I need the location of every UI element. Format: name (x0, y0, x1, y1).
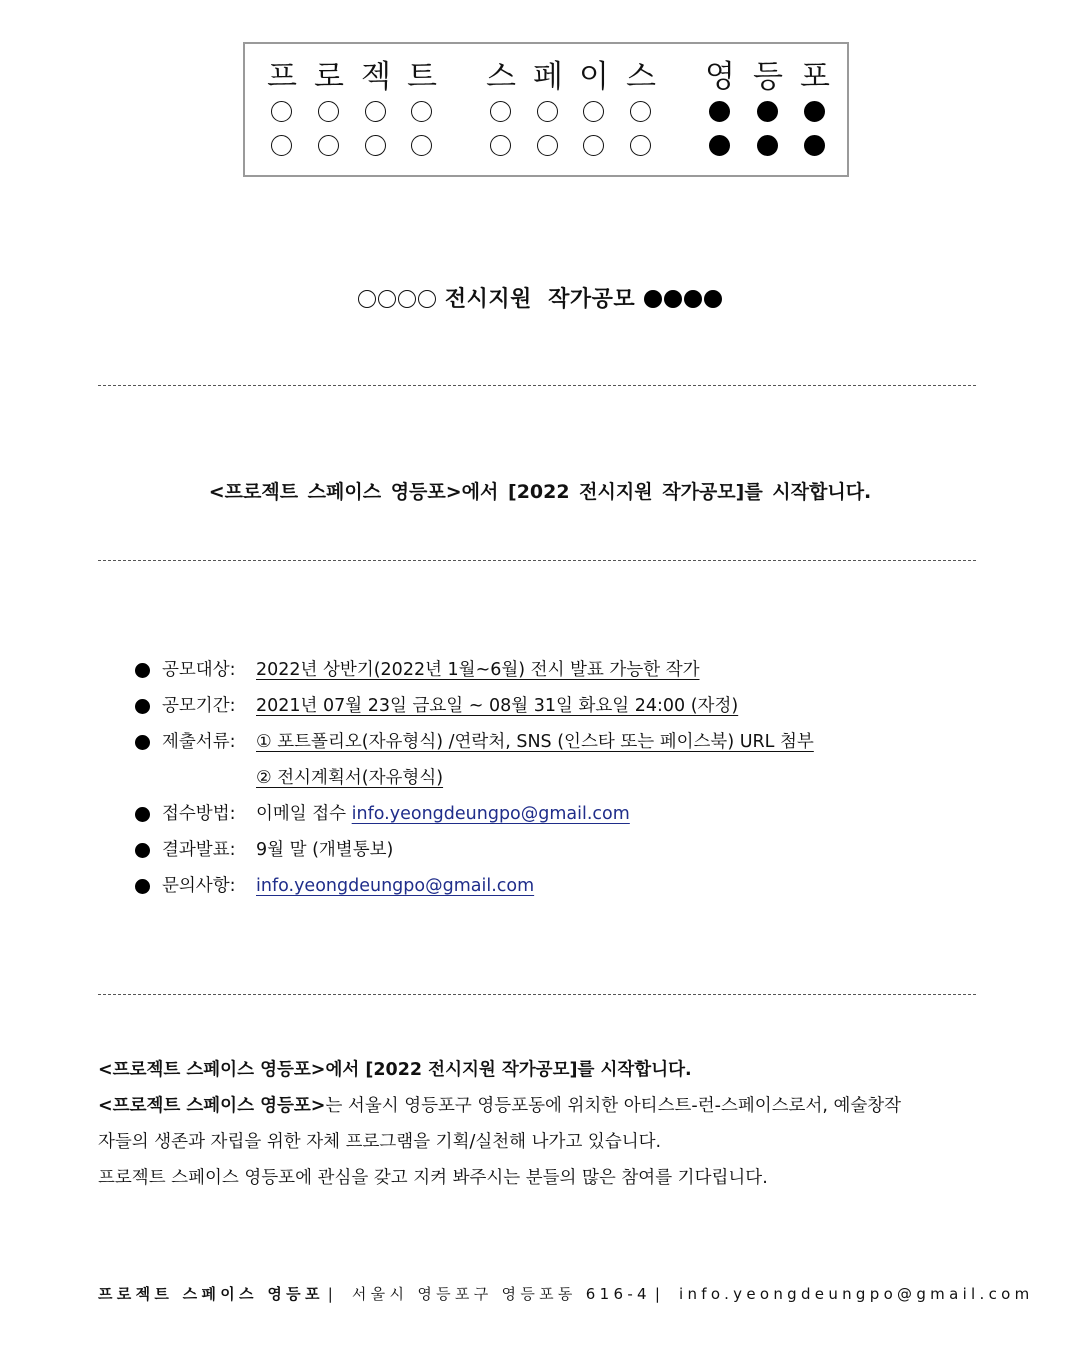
info-row-result (135, 836, 995, 872)
info-label: 제출서류: (162, 732, 236, 752)
logo-open-circle (411, 135, 432, 156)
filled-circle-icon (684, 290, 702, 308)
info-row-contact (135, 872, 995, 908)
paragraph-line (98, 1088, 988, 1124)
dashed-divider (98, 385, 976, 386)
logo-open-circle (630, 135, 651, 156)
contact-email-link[interactable]: info.yeongdeungpo@gmail.com (256, 876, 535, 896)
info-value: ① 포트폴리오(자유형식) /연락처, SNS (인스타 또는 페이스북) URL 첨부 (256, 732, 814, 752)
filled-circle-icon (704, 290, 722, 308)
logo-char: 로 (314, 59, 344, 95)
info-value: 2022년 상반기(2022년 1월~6월) 전시 발표 가능한 작가 (256, 660, 700, 680)
bullet-icon (135, 807, 150, 822)
description-paragraph (98, 1052, 988, 1196)
info-value: 9월 말 (개별통보) (256, 840, 394, 860)
open-circle-icon (418, 290, 436, 308)
logo-box (243, 42, 849, 177)
logo-open-circle (583, 135, 604, 156)
logo-open-circle (411, 101, 432, 122)
space-name: <프로젝트 스페이스 영등포> (98, 1096, 326, 1116)
logo-filled-circle (709, 135, 730, 156)
intro-heading: <프로젝트 스페이스 영등포>에서 [2022 전시지원 작가공모]를 시작합니다. (208, 481, 872, 503)
footer-separator: | (327, 1285, 333, 1303)
logo-char: 스 (486, 59, 516, 95)
open-circle-icon (398, 290, 416, 308)
logo-open-circle (365, 135, 386, 156)
info-list (135, 656, 995, 908)
bullet-icon (135, 735, 150, 750)
logo-open-circle (490, 135, 511, 156)
logo-char: 등 (753, 59, 783, 95)
logo-char: 젝 (361, 59, 391, 95)
info-row-documents (135, 728, 995, 764)
info-row-target (135, 656, 995, 692)
logo-open-circle (490, 101, 511, 122)
paragraph-line: <프로젝트 스페이스 영등포>에서 [2022 전시지원 작가공모]를 시작합니다. (98, 1060, 692, 1080)
footer-address: 서울시 영등포구 영등포동 616-4 (351, 1285, 651, 1303)
bullet-icon (135, 843, 150, 858)
logo-open-circle (537, 101, 558, 122)
info-value (256, 800, 630, 828)
info-label: 공모기간: (162, 696, 236, 716)
logo-char: 페 (533, 59, 563, 95)
logo-filled-circle (804, 101, 825, 122)
dashed-divider (98, 994, 976, 995)
logo-char: 프 (267, 59, 297, 95)
logo-open-circle (365, 101, 386, 122)
logo-char: 스 (626, 59, 656, 95)
filled-circle-icon (644, 290, 662, 308)
logo-char: 영 (705, 59, 735, 95)
logo-open-circle (583, 101, 604, 122)
info-label: 접수방법: (162, 804, 236, 824)
footer-name: 프로젝트 스페이스 영등포 (98, 1285, 324, 1303)
dashed-divider (98, 560, 976, 561)
paragraph-line: 자들의 생존과 자립을 위한 자체 프로그램을 기획/실천해 나가고 있습니다. (98, 1132, 662, 1152)
open-circle-icon (358, 290, 376, 308)
method-prefix: 이메일 접수 (256, 804, 347, 824)
email-link[interactable]: info.yeongdeungpo@gmail.com (351, 804, 630, 824)
logo-open-circle (318, 101, 339, 122)
bullet-icon (135, 663, 150, 678)
footer (98, 1283, 1034, 1304)
logo-filled-circle (804, 135, 825, 156)
logo-filled-circle (709, 101, 730, 122)
paragraph-line: 프로젝트 스페이스 영등포에 관심을 갖고 지켜 봐주시는 분들의 많은 참여를 기다립니다. (98, 1168, 768, 1188)
info-value: ② 전시계획서(자유형식) (256, 768, 444, 788)
footer-email[interactable]: info.yeongdeungpo@gmail.com (679, 1285, 1034, 1303)
footer-separator: | (654, 1285, 660, 1303)
paragraph-text: 는 서울시 영등포구 영등포동에 위치한 아티스트-런-스페이스로서, 예술창작 (325, 1096, 902, 1116)
logo-char: 트 (407, 59, 437, 95)
info-row-method (135, 800, 995, 836)
info-label: 공모대상: (162, 660, 236, 680)
info-label: 문의사항: (162, 876, 236, 896)
info-row-documents-2 (135, 764, 995, 800)
info-row-period (135, 692, 995, 728)
title-open-circles (357, 287, 445, 312)
info-value: 2021년 07월 23일 금요일 ~ 08월 31일 화요일 24:00 (자정) (256, 696, 739, 716)
logo-open-circle (271, 101, 292, 122)
logo-filled-circle (757, 101, 778, 122)
bullet-icon (135, 699, 150, 714)
filled-circle-icon (664, 290, 682, 308)
title-filled-circles (635, 287, 723, 312)
open-circle-icon (378, 290, 396, 308)
logo-char: 포 (800, 59, 830, 95)
logo-open-circle (318, 135, 339, 156)
logo-char: 이 (579, 59, 609, 95)
title-text: 전시지원 작가공모 (444, 287, 636, 312)
logo-open-circle (537, 135, 558, 156)
bullet-icon (135, 879, 150, 894)
info-label: 결과발표: (162, 840, 236, 860)
logo-filled-circle (757, 135, 778, 156)
logo-open-circle (630, 101, 651, 122)
page-title (0, 282, 1080, 313)
logo-open-circle (271, 135, 292, 156)
